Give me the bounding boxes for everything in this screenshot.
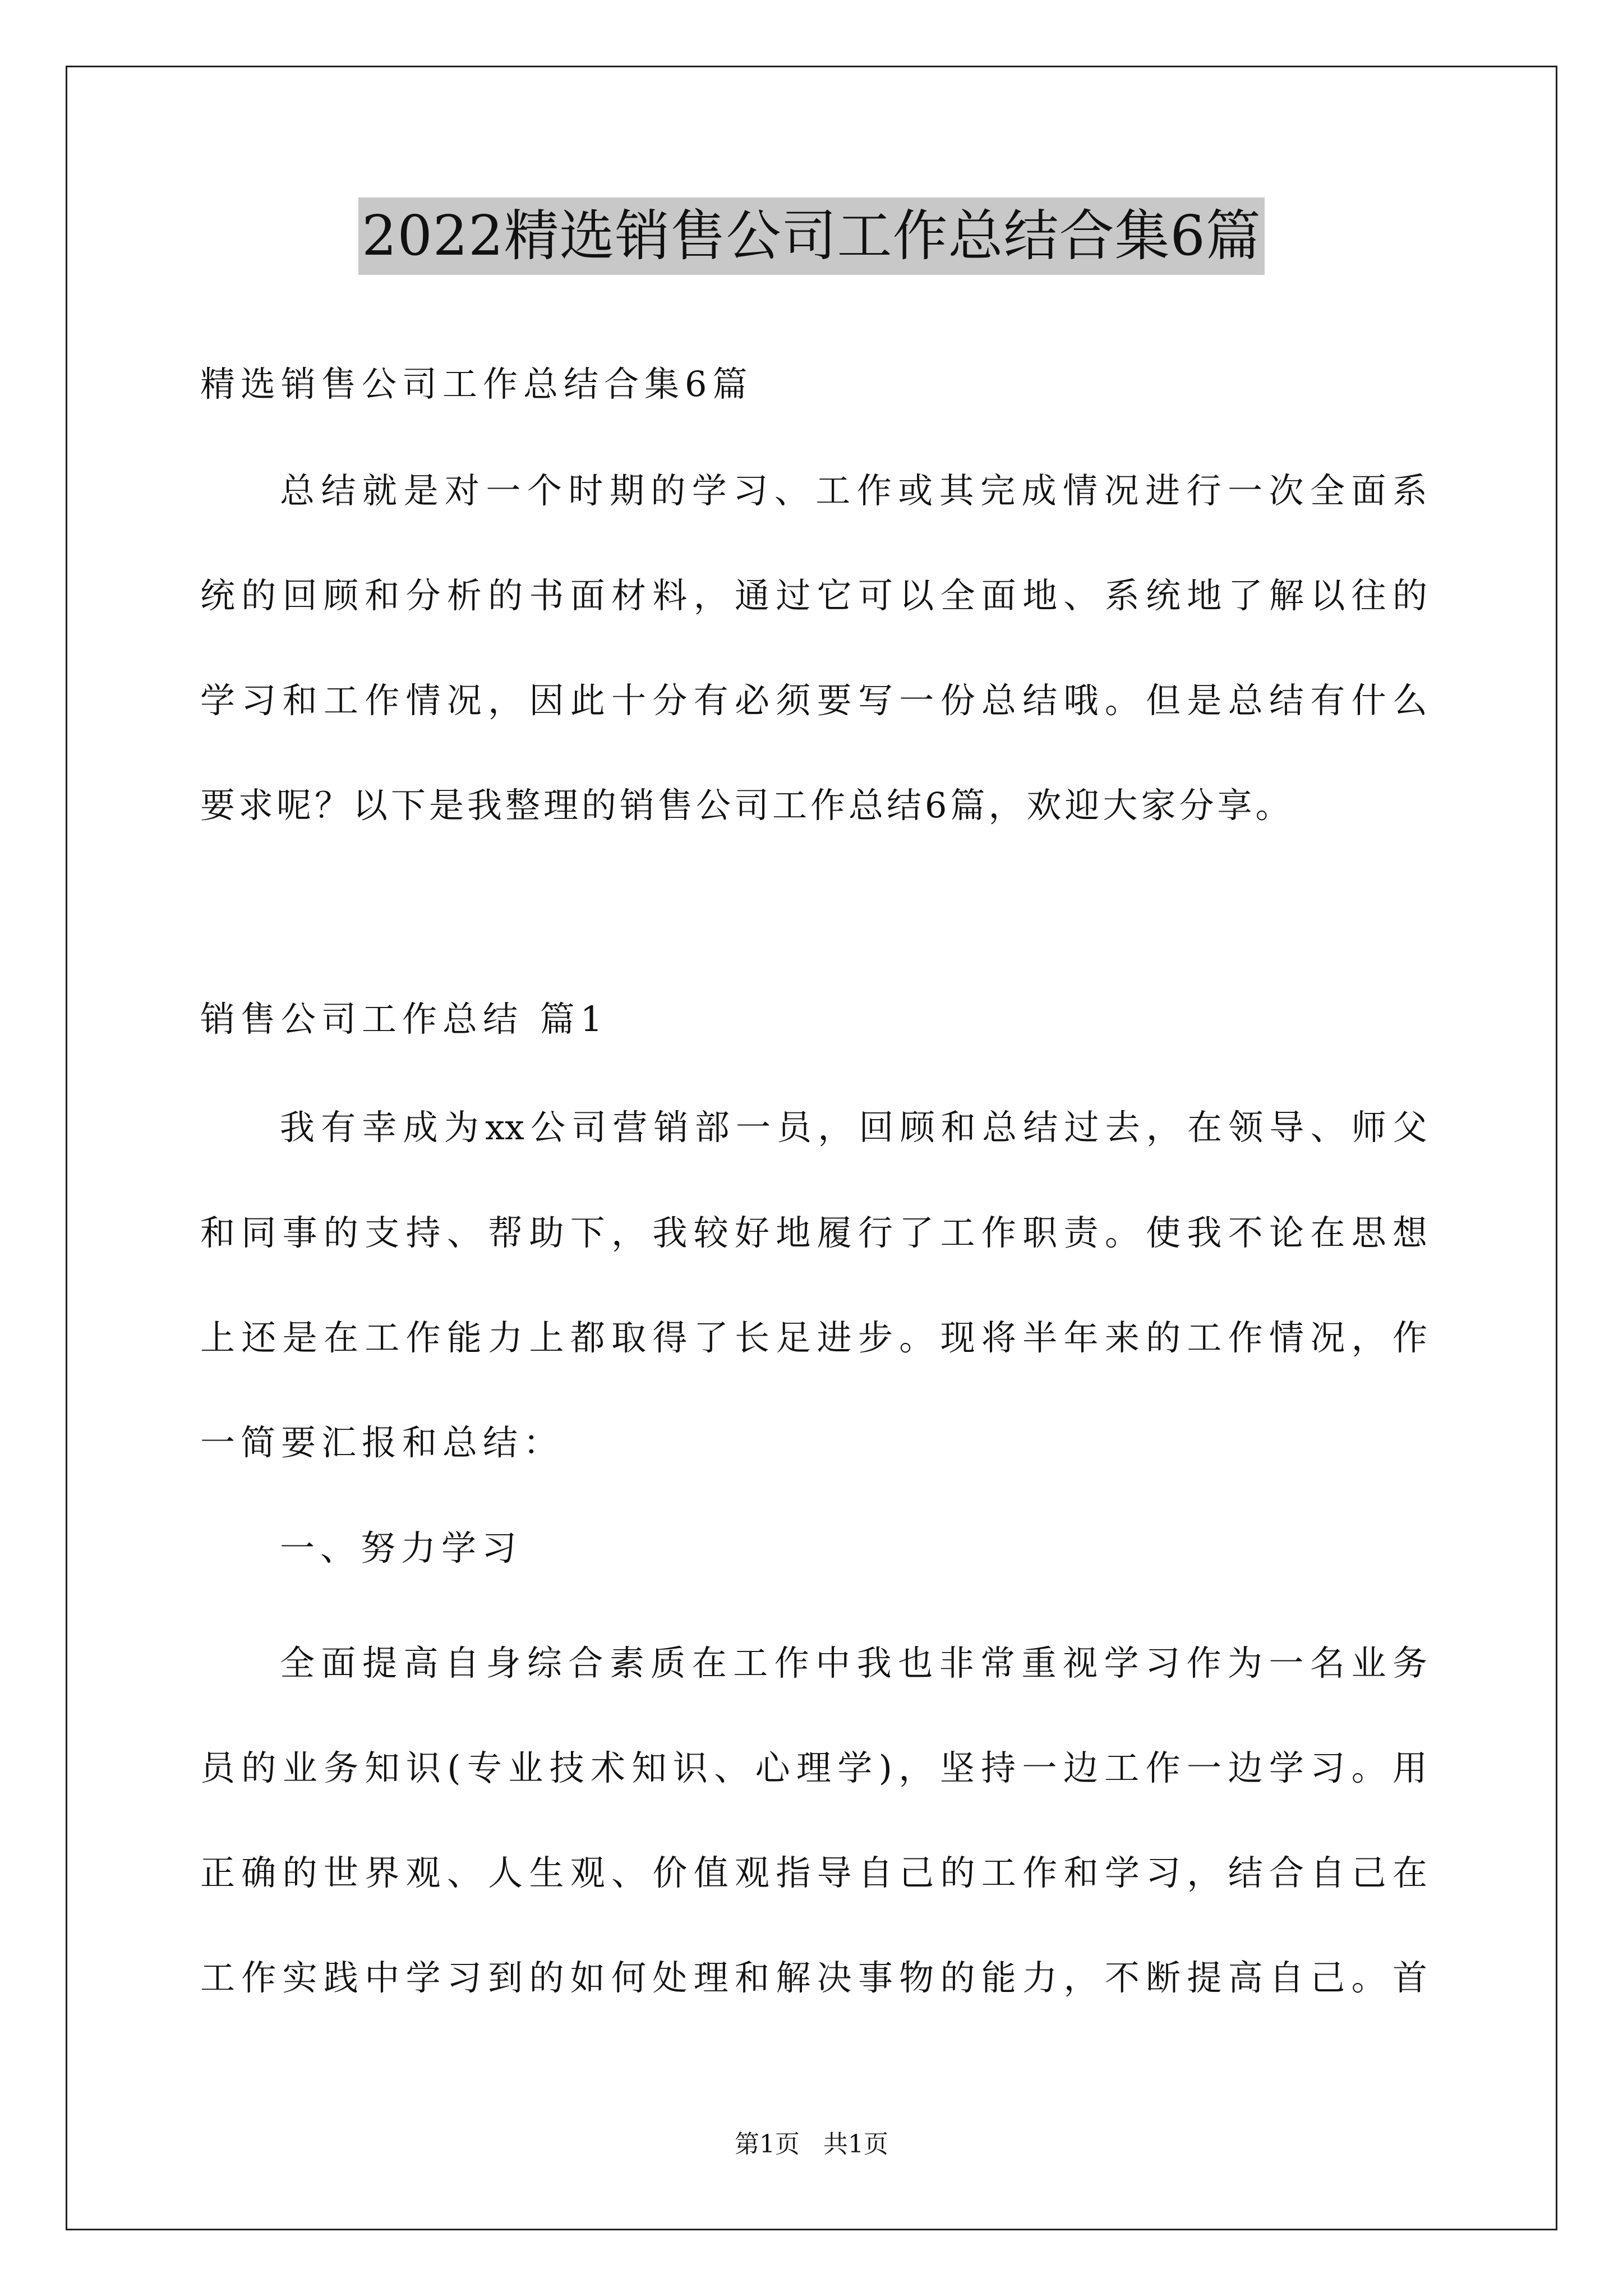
document-title: 2022精选销售公司工作总结合集6篇: [358, 197, 1265, 275]
title-wrap: [0, 197, 1623, 275]
document-subtitle: 精选销售公司工作总结合集6篇: [200, 364, 753, 404]
section-para2-line-4: 工作实践中学习到的如何处理和解决事物的能力，不断提高自己。首: [200, 1957, 1427, 1998]
section-para1-line-3: 上还是在工作能力上都取得了长足进步。现将半年来的工作情况，作: [200, 1317, 1427, 1358]
section-para1-line-1: 我有幸成为xx公司营销部一员，回顾和总结过去，在领导、师父: [280, 1107, 1427, 1148]
section-para2-line-2: 员的业务知识(专业技术知识、心理学)，坚持一边工作一边学习。用: [200, 1747, 1427, 1788]
page-footer: 第1页 共1页: [735, 2130, 888, 2159]
section-para1-line-4: 一简要汇报和总结：: [200, 1422, 564, 1463]
intro-line-3: 学习和工作情况，因此十分有必须要写一份总结哦。但是总结有什么: [200, 680, 1427, 721]
section-para2-line-1: 全面提高自身综合素质在工作中我也非常重视学习作为一名业务: [280, 1642, 1427, 1683]
intro-line-1: 总结就是对一个时期的学习、工作或其完成情况进行一次全面系: [280, 470, 1427, 511]
section-para2-line-3: 正确的世界观、人生观、价值观指导自己的工作和学习，结合自己在: [200, 1852, 1427, 1893]
intro-line-2: 统的回顾和分析的书面材料，通过它可以全面地、系统地了解以往的: [200, 575, 1427, 616]
intro-line-4: 要求呢？以下是我整理的销售公司工作总结6篇，欢迎大家分享。: [200, 785, 1294, 826]
subheading: 一、努力学习: [280, 1527, 523, 1568]
section-heading: 销售公司工作总结 篇1: [200, 999, 608, 1039]
section-para1-line-2: 和同事的支持、帮助下，我较好地履行了工作职责。使我不论在思想: [200, 1212, 1427, 1253]
